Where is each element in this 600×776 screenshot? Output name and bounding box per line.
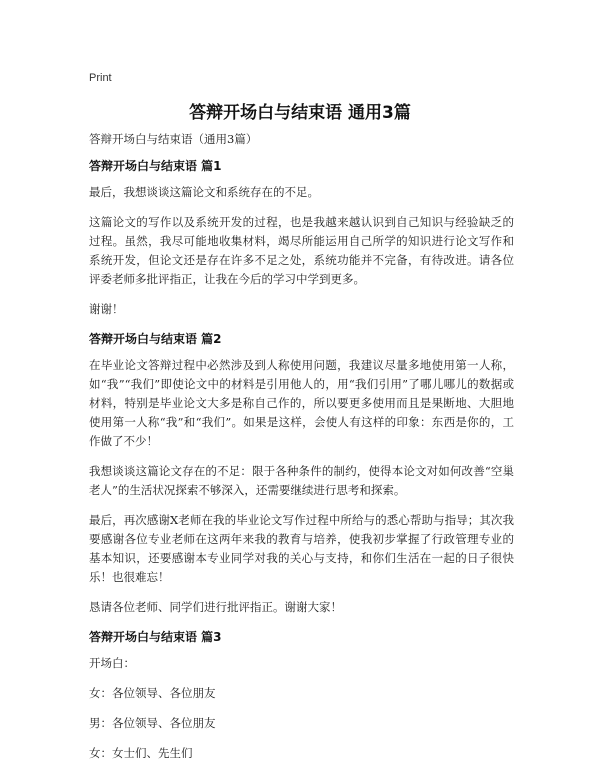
paragraph: 最后，我想谈谈这篇论文和系统存在的不足。 <box>89 185 319 199</box>
paragraph: 在毕业论文答辩过程中必然涉及到人称使用问题，我建议尽量多地使用第一人称，如“我”“我们”即使论文中的材料是引用他人的，用“我们引用”了哪儿哪儿的数据或材料，特别是毕业论文大多是称自己作的，所以要更多使用而且是果断地、大胆地使用第一人称“我”和“我们”。如果是这样，会使人有这样的印象：东西是你的，工作做了不少！ <box>89 358 514 448</box>
paragraph: 男：各位领导、各位朋友 <box>89 716 216 730</box>
document-subtitle: 答辩开场白与结束语（通用3篇） <box>89 132 258 146</box>
paragraph: 女：各位领导、各位朋友 <box>89 686 216 700</box>
paragraph: 我想谈谈这篇论文存在的不足：限于各种条件的制约，使得本论文对如何改善“空巢老人”的生活状况探索不够深入，还需要继续进行思考和探索。 <box>89 464 514 497</box>
paragraph: 女：女士们、先生们 <box>89 746 193 760</box>
section-heading-1: 答辩开场白与结束语 篇1 <box>89 159 222 173</box>
paragraph: 最后，再次感谢X老师在我的毕业论文写作过程中所给与的悉心帮助与指导；其次我要感谢各位专业老师在这两年来我的教育与培养，使我初步掌握了行政管理专业的基本知识，还要感谢本专业同学对我的关心与支持，和你们生活在一起的日子很快乐！也很难忘！ <box>89 513 514 584</box>
section-heading-3: 答辩开场白与结束语 篇3 <box>89 630 222 644</box>
document-body <box>89 130 514 774</box>
paragraph: 恳请各位老师、同学们进行批评指正。谢谢大家！ <box>89 600 342 614</box>
page-title: 答辩开场白与结束语 通用3篇 <box>189 103 411 123</box>
section-heading-2: 答辩开场白与结束语 篇2 <box>89 332 222 346</box>
paragraph: 谢谢！ <box>89 302 124 316</box>
paragraph: 开场白： <box>89 656 135 670</box>
print-label[interactable]: Print <box>89 72 112 84</box>
paragraph: 这篇论文的写作以及系统开发的过程，也是我越来越认识到自己知识与经验缺乏的过程。虽然，我尽可能地收集材料，竭尽所能运用自己所学的知识进行论文写作和系统开发，但论文还是存在许多不足之处，系统功能并不完备，有待改进。请各位评委老师多批评指正，让我在今后的学习中学到更多。 <box>89 215 514 286</box>
